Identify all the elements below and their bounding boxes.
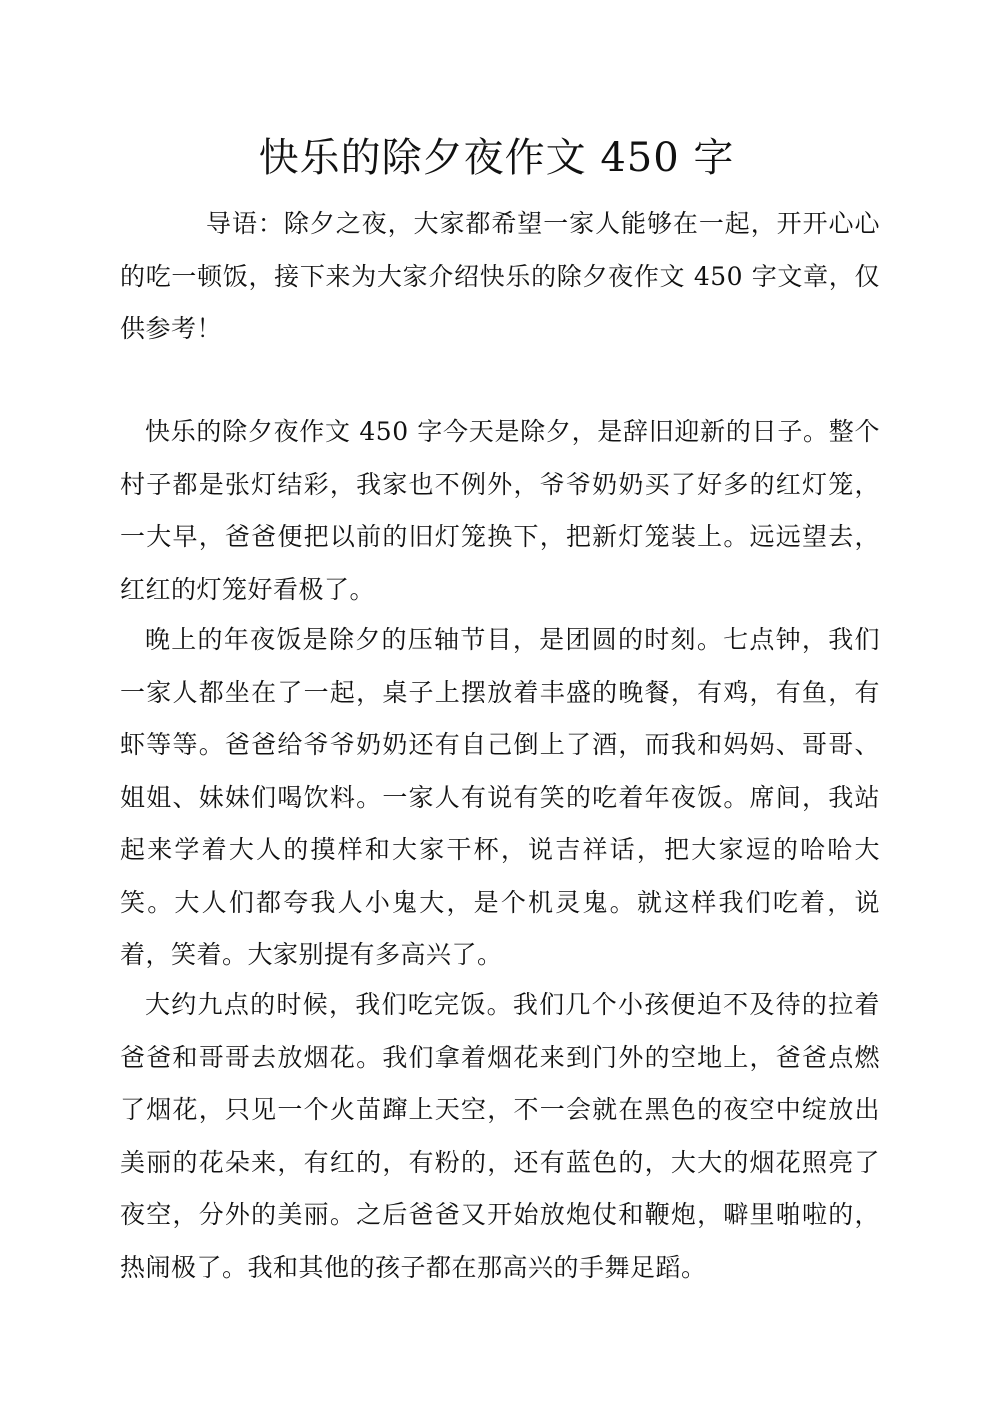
body-paragraph-2: 晚上的年夜饭是除夕的压轴节目，是团圆的时刻。七点钟，我们一家人都坐在了一起，桌子上摆放着丰盛的晚餐，有鸡，有鱼，有虾等等。爸爸给爷爷奶奶还有自己倒上了酒，而我和妈妈、哥哥、姐姐、妹妹们喝饮料。一家人有说有笑的吃着年夜饭。席间，我站起来学着大人的摸样和大家干杯，说吉祥话，把大家逗的哈哈大笑。大人们都夸我人小鬼大，是个机灵鬼。就这样我们吃着，说着，笑着。大家别提有多高兴了。 [120, 625, 880, 969]
body-paragraph-1: 快乐的除夕夜作文 450 字今天是除夕，是辞旧迎新的日子。整个村子都是张灯结彩，我家也不例外，爷爷奶奶买了好多的红灯笼，一大早，爸爸便把以前的旧灯笼换下，把新灯笼装上。远远望去，红红的灯笼好看极了。 [120, 417, 880, 604]
body-paragraph-3: 大约九点的时候，我们吃完饭。我们几个小孩便迫不及待的拉着爸爸和哥哥去放烟花。我们拿着烟花来到门外的空地上，爸爸点燃了烟花，只见一个火苗蹿上天空，不一会就在黑色的夜空中绽放出美丽的花朵来，有红的，有粉的，还有蓝色的，大大的烟花照亮了夜空，分外的美丽。之后爸爸又开始放炮仗和鞭炮，噼里啪啦的，热闹极了。我和其他的孩子都在那高兴的手舞足蹈。 [120, 990, 880, 1282]
intro-paragraph: 导语：除夕之夜，大家都希望一家人能够在一起，开开心心的吃一顿饭，接下来为大家介绍快乐的除夕夜作文 450 字文章，仅供参考！ [120, 209, 880, 343]
document-title: 快乐的除夕夜作文 450 字 [258, 135, 735, 181]
